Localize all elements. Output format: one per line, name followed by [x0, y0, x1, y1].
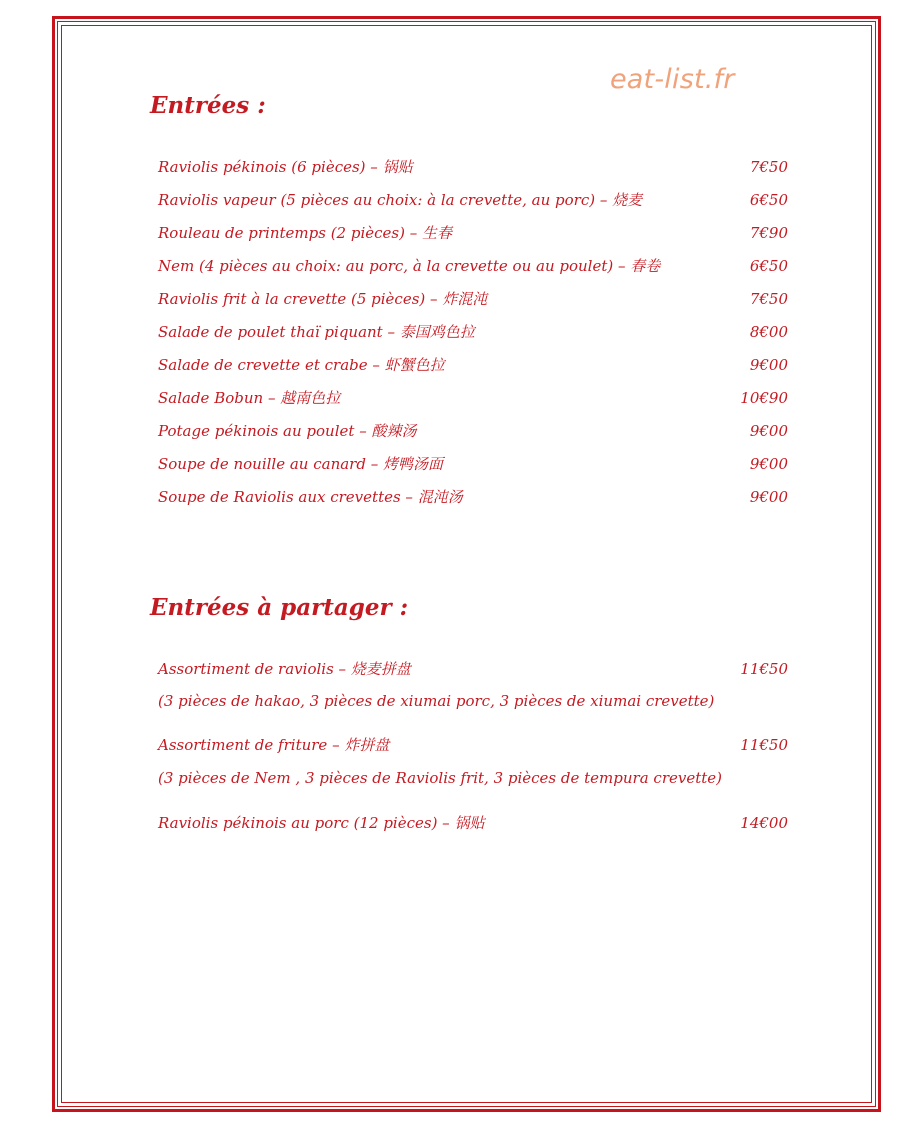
menu-item: [158, 255, 790, 277]
item-description: (3 pièces de Nem , 3 pièces de Raviolis frit, 3 pièces de tempura crevette): [158, 769, 723, 787]
item-price: 9€00: [749, 455, 788, 473]
item-name: Salade Bobun – 越南色拉: [158, 389, 341, 407]
section-title-entrees-a-partager: Entrées à partager :: [150, 594, 409, 621]
item-name: Raviolis pékinois au porc (12 pièces) – 锅贴: [158, 814, 485, 832]
menu-item: [158, 453, 790, 475]
item-price: 8€00: [749, 323, 788, 341]
item-price: 11€50: [740, 736, 788, 754]
watermark: eat-list.fr: [610, 64, 735, 95]
menu-item: [158, 321, 790, 343]
menu-item: [158, 354, 790, 376]
item-name: Raviolis frit à la crevette (5 pièces) – 炸混沌: [158, 290, 488, 308]
item-name: Assortiment de friture – 炸拼盘: [158, 736, 390, 754]
menu-item: [158, 658, 790, 680]
item-name: Salade de crevette et crabe – 虾蟹色拉: [158, 356, 445, 374]
menu-item: [158, 486, 790, 508]
item-price: 6€50: [749, 191, 788, 209]
page-border-inner: [61, 25, 872, 1103]
item-price: 6€50: [749, 257, 788, 275]
item-price: 9€00: [749, 422, 788, 440]
menu-item: [158, 387, 790, 409]
item-name: Soupe de Raviolis aux crevettes – 混沌汤: [158, 488, 463, 506]
item-name: Soupe de nouille au canard – 烤鸭汤面: [158, 455, 443, 473]
item-price: 7€50: [749, 290, 788, 308]
section-title-entrees: Entrées :: [150, 92, 266, 119]
item-name: Raviolis vapeur (5 pièces au choix: à la crevette, au porc) – 烧麦: [158, 191, 643, 209]
item-price: 10€90: [740, 389, 788, 407]
item-price: 7€50: [749, 158, 788, 176]
item-name: Assortiment de raviolis – 烧麦拼盘: [158, 660, 411, 678]
item-name: Raviolis pékinois (6 pièces) – 锅贴: [158, 158, 413, 176]
menu-item: [158, 222, 790, 244]
item-price: 14€00: [740, 814, 788, 832]
item-price: 11€50: [740, 660, 788, 678]
menu-item: [158, 189, 790, 211]
item-name: Salade de poulet thaï piquant – 泰国鸡色拉: [158, 323, 475, 341]
menu-item: [158, 156, 790, 178]
item-name: Potage pékinois au poulet – 酸辣汤: [158, 422, 417, 440]
item-price: 7€90: [749, 224, 788, 242]
menu-item: [158, 420, 790, 442]
menu-item: [158, 288, 790, 310]
menu-item: [158, 734, 790, 756]
item-price: 9€00: [749, 488, 788, 506]
item-name: Nem (4 pièces au choix: au porc, à la crevette ou au poulet) – 春卷: [158, 257, 661, 275]
item-name: Rouleau de printemps (2 pièces) – 生春: [158, 224, 453, 242]
menu-item: [158, 812, 790, 834]
item-description: (3 pièces de hakao, 3 pièces de xiumai porc, 3 pièces de xiumai crevette): [158, 692, 715, 710]
item-price: 9€00: [749, 356, 788, 374]
